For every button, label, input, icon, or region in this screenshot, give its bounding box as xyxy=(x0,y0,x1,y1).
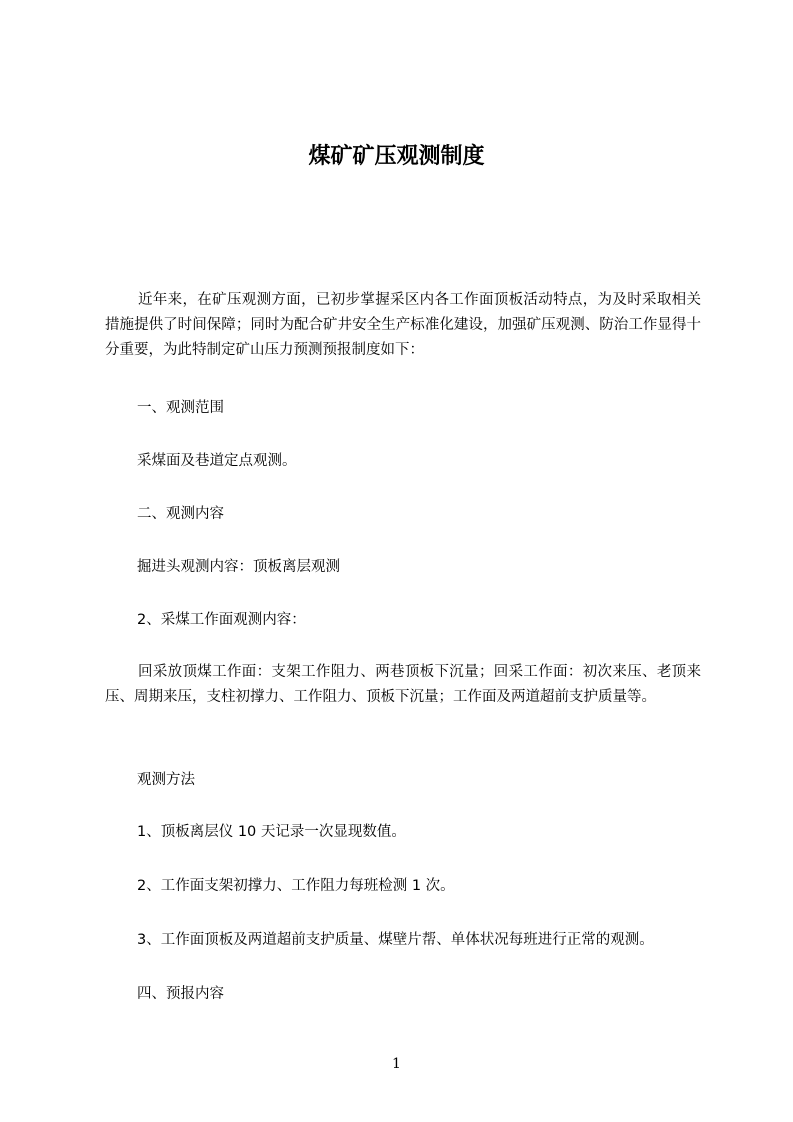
section-1-heading: 一、观测范围 xyxy=(137,400,224,416)
section-2-item-2: 2、采煤工作面观测内容： xyxy=(137,612,306,628)
section-1-text: 采煤面及巷道定点观测。 xyxy=(137,453,297,469)
intro-paragraph: 近年来，在矿压观测方面，已初步掌握采区内各工作面顶板活动特点，为及时采取相关措施提供了时间保障；同时为配合矿井安全生产标准化建设，加强矿压观测、防治工作显得十分重要，为此特制定矿山压力预测预报制度如下： xyxy=(105,292,701,358)
section-3-heading: 观测方法 xyxy=(137,772,195,788)
method-3: 3、工作面顶板及两道超前支护质量、煤壁片帮、单体状况每班进行正常的观测。 xyxy=(137,932,654,948)
document-title: 煤矿矿压观测制度 xyxy=(308,144,485,169)
method-2: 2、工作面支架初撑力、工作阻力每班检测 1 次。 xyxy=(137,878,455,894)
section-2-item-1: 掘进头观测内容：顶板离层观测 xyxy=(137,559,340,575)
section-4-heading: 四、预报内容 xyxy=(137,986,224,1002)
section-2-heading: 二、观测内容 xyxy=(137,506,224,522)
method-1: 1、顶板离层仪 10 天记录一次显现数值。 xyxy=(137,824,406,840)
section-2-detail: 回采放顶煤工作面：支架工作阻力、两巷顶板下沉量；回采工作面：初次来压、老顶来压、周期来压，支柱初撑力、工作阻力、顶板下沉量；工作面及两道超前支护质量等。 xyxy=(105,664,701,705)
page-number: 1 xyxy=(392,1056,401,1072)
